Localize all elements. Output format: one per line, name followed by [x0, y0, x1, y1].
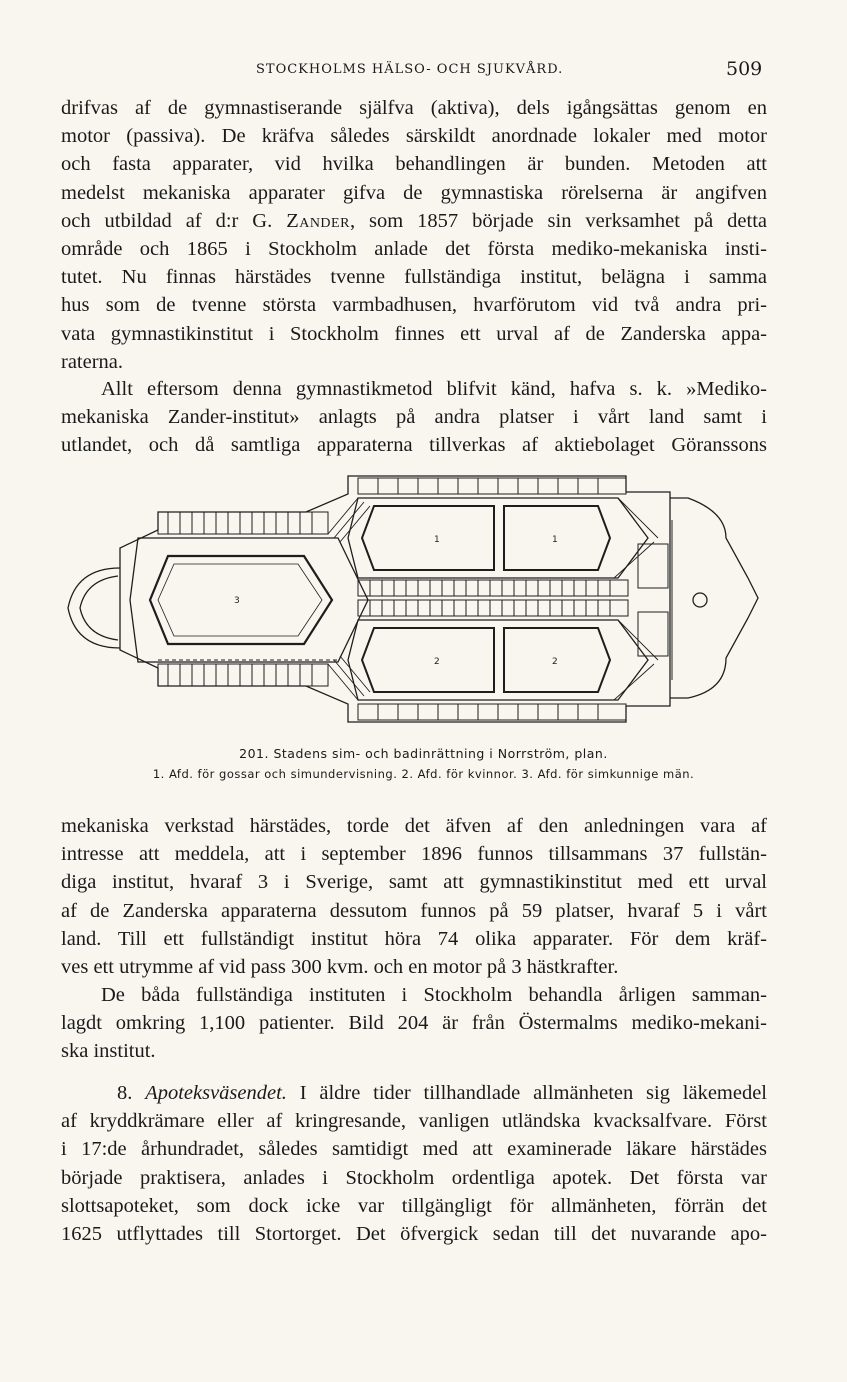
text-line: och fasta apparater, vid hvilka behandlingen är bunden. Metoden att [61, 153, 767, 176]
figure-caption-title: 201. Stadens sim- och badinrättning i Norrström, plan. [239, 746, 608, 761]
text-line: land. Till ett fullständigt institut höra 74 olika apparater. För dem kräf- [61, 927, 767, 950]
pool-2-hall [348, 620, 648, 700]
left-apse [68, 568, 120, 648]
text-line: De båda fullständiga instituten i Stockholm behandla årligen samman- [101, 984, 767, 1006]
pool-3 [150, 556, 332, 644]
text-line: område och 1865 i Stockholm anlade det första mediko-mekaniska insti- [61, 238, 767, 261]
paragraph-2 [61, 375, 767, 460]
paragraph-1 [61, 94, 767, 376]
text-line: diga institut, hvaraf 3 i Sverige, samt att gymnastikinstitut med ett urval [61, 871, 767, 894]
running-head [0, 58, 847, 84]
room-label: 3 [234, 596, 240, 606]
text-line: ska institut. [61, 1040, 156, 1063]
figure-caption-legend: 1. Afd. för gossar och simundervisning. 2. Afd. för kvinnor. 3. Afd. för simkunnige män. [152, 767, 695, 781]
text-line: utlandet, och då samtliga apparaterna tillverkas af aktiebolaget Göranssons [61, 434, 767, 457]
text-line: Allt eftersom denna gymnastikmetod blifvit känd, hafva s. k. »Mediko- [101, 378, 767, 400]
text-line: motor (passiva). De kräfva således särskildt anordnade lokaler med motor [61, 125, 767, 148]
text-line: började praktisera, anlades i Stockholm ordentliga apotek. Det första var [61, 1166, 767, 1189]
text-line: lagdt omkring 1,100 patienter. Bild 204 är från Östermalms mediko-mekani- [61, 1012, 767, 1035]
outer-wall [120, 476, 670, 722]
text-line: mekaniska Zander-institut» anlagts på andra platser i vårt land samt i [61, 406, 767, 429]
pool-1a [362, 506, 494, 570]
text-line: mekaniska verkstad härstädes, torde det äfven af den anledningen vara af [61, 815, 767, 837]
room-label: 2 [552, 657, 558, 667]
text-line: 1625 utflyttades till Stortorget. Det öfvergick sedan till det nuvarande apo- [61, 1223, 767, 1246]
text-line: intresse att meddela, att i september 1896 funnos tillsammans 37 fullstän- [61, 843, 767, 866]
text-line: i 17:de århundradet, således samtidigt med att examinerade läkare härstädes [61, 1138, 767, 1161]
text-line: af de Zanderska apparaterna dessutom funnos på 59 platser, hvaraf 5 i vårt [61, 899, 767, 922]
section-heading: Apoteksväsendet. [145, 1082, 287, 1104]
floor-plan-figure [58, 468, 770, 730]
text-line: vata gymnastikinstitut i Stockholm finnes ett urval af de Zanderska appa- [61, 322, 767, 345]
right-apse [670, 498, 758, 698]
paragraph-5 [61, 1079, 767, 1248]
left-apse-inner [80, 576, 118, 640]
text-fragment: och utbildad af d:r G. [61, 209, 287, 232]
text-line: hus som de tvenne största varmbadhusen, hvarförutom vid två andra pri- [61, 294, 767, 317]
text-line: tutet. Nu finnas härstädes tvenne fullständiga institut, belägna i samma [61, 266, 767, 289]
text-line: raterna. [61, 350, 124, 373]
text-fragment: I äldre tider tillhandlade allmänheten sig läkemedel [286, 1082, 768, 1104]
room-label: 2 [434, 657, 440, 667]
room-label: 1 [552, 535, 558, 545]
text-line: drifvas af de gymnastiserande själfva (aktiva), dels igångsättas genom en [61, 97, 767, 119]
text-line: af kryddkrämare eller af kringresande, vanligen utländska kvacksalfvare. Först [61, 1110, 767, 1133]
paragraph-3 [61, 812, 767, 981]
section-number: 8. [117, 1082, 146, 1104]
paragraph-4 [61, 981, 767, 1066]
service-rooms [638, 520, 672, 680]
text-line [61, 1079, 767, 1107]
page-number: 509 [726, 58, 763, 80]
room-label: 1 [434, 535, 440, 545]
pool-2a [362, 628, 494, 692]
running-title: STOCKHOLMS HÄLSO- OCH SJUKVÅRD. [256, 62, 564, 77]
text-line [61, 207, 767, 235]
text-line: medelst mekaniska apparater gifva de gymnastiska rörelserna är angifven [61, 181, 767, 204]
person-name: Zander [286, 209, 350, 232]
text-line: slottsapoteket, som dock icke var tillgängligt för allmänheten, förrän det [61, 1194, 767, 1217]
text-fragment: , som 1857 började sin verksamhet på detta [349, 209, 767, 232]
text-line: ves ett utrymme af vid pass 300 kvm. och en motor på 3 hästkrafter. [61, 956, 619, 979]
pool-1a-hall [348, 498, 648, 578]
fountain-circle [693, 593, 707, 607]
